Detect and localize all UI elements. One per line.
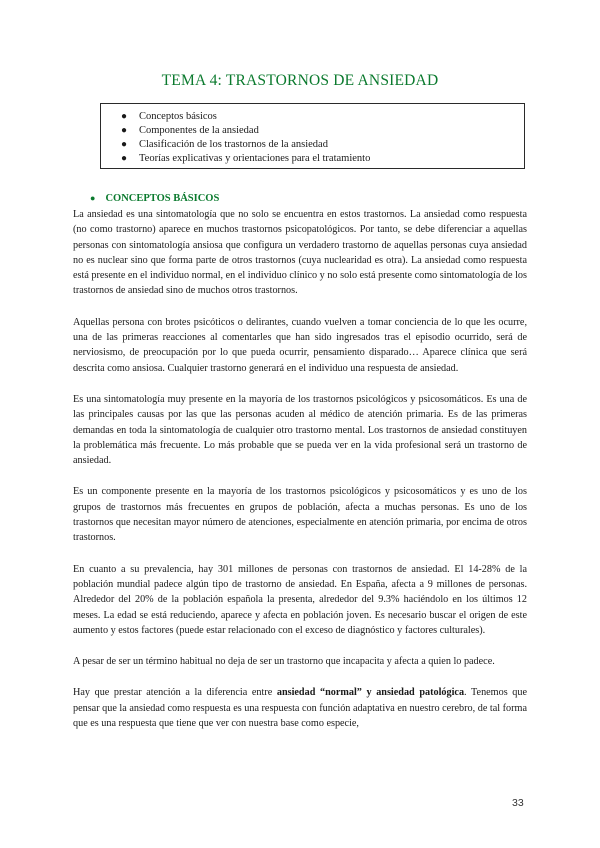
paragraph: A pesar de ser un término habitual no deja de ser un trastorno que incapacita y afecta a quien lo padece. (73, 656, 495, 668)
paragraph: Es un componente presente en la mayoría de los trastornos psicológicos y psicosomáticos y es uno de los grupos de trastornos más frecuentes en grupos de población, afecta a muchas personas. Es uno de los trastornos que necesitan mayor número de atenciones, especialmente en atención primaria, por encima de otros trastornos. (73, 486, 527, 544)
topic-item: ● Conceptos básicos (121, 111, 217, 122)
bullet-icon: ● (121, 111, 128, 122)
bullet-icon: ● (121, 153, 128, 164)
topics-box (100, 103, 525, 169)
bullet-icon: ● (121, 139, 128, 150)
topic-item: ● Componentes de la ansiedad (121, 125, 259, 136)
page-number: 33 (512, 797, 524, 809)
chapter-title: TEMA 4: TRASTORNOS DE ANSIEDAD (161, 72, 439, 89)
paragraph: La ansiedad es una sintomatología que no solo se encuentra en estos trastornos. La ansiedad como respuesta (no como trastorno) aparece en muchos trastornos psicopatológicos. Por tanto, se debe diferenciar a aquellas personas con sintomatología ansiosa que configura un verdadero trastorno de aquellas personas cuya ansiedad no es nuclear sino que forma parte de otros trastornos (cuya nuclearidad es otra). La ansiedad como respuesta está presente en el individuo normal, en el individuo clínico y no solo está presente como sintomatología de los trastornos de ansiedad sino de muchos otros trastornos. (73, 209, 527, 297)
bold-term: ansiedad “normal” y ansiedad patológica (276, 687, 465, 699)
section-heading: ● CONCEPTOS BÁSICOS (90, 193, 220, 204)
topic-item: ● Clasificación de los trastornos de la ansiedad (121, 139, 328, 150)
body-text (73, 207, 527, 747)
paragraph: Aquellas persona con brotes psicóticos o delirantes, cuando vuelven a tomar conciencia de lo que les ocurre, una de las primeras reacciones al comentarles que han sido ingresados tras el episodio ocurrido, será de nerviosismo, de preocupación por lo que pueda ocurrir, pensamiento disparado… Aparece clínica que será descrita como ansiosa. Cualquier trastorno generará en el individuo una respuesta de ansiedad. (73, 316, 527, 374)
topics-list (101, 104, 524, 166)
paragraph: Hay que prestar atención a la diferencia entre ansiedad “normal” y ansiedad patológica. Tenemos que pensar que la ansiedad como respuesta es una respuesta con función adaptativa en nuestro cerebro, de tal forma que es una respuesta que tiene que ver con nuestra base como especie, (73, 687, 527, 730)
bullet-icon: ● (90, 193, 96, 203)
bullet-icon: ● (121, 125, 128, 136)
paragraph: Es una sintomatología muy presente en la mayoría de los trastornos psicológicos y psicosomáticos. Es una de las principales causas por las que las personas acuden al médico de atención primaria. Es de las primeras demandas en toda la sintomatología de cualquier otro trastorno mental. Los trastornos de ansiedad constituyen la problemática más frecuente. Lo más probable que se pueda ver en la vida profesional será un trastorno de ansiedad. (73, 393, 527, 467)
paragraph: En cuanto a su prevalencia, hay 301 millones de personas con trastornos de ansiedad. El 14-28% de la población mundial padece algún tipo de trastorno de ansiedad. En España, afecta a 9 millones de personas. Alrededor del 20% de la población española la presenta, alrededor del 9.3% haciéndolo en los últimos 12 meses. La edad se está reduciendo, aparece y afecta en población joven. Es necesario buscar el origen de este aumento y estos factores (puede estar relacionado con el exceso de diagnóstico y factores culturales). (73, 563, 527, 636)
topic-item: ● Teorías explicativas y orientaciones para el tratamiento (121, 153, 371, 164)
